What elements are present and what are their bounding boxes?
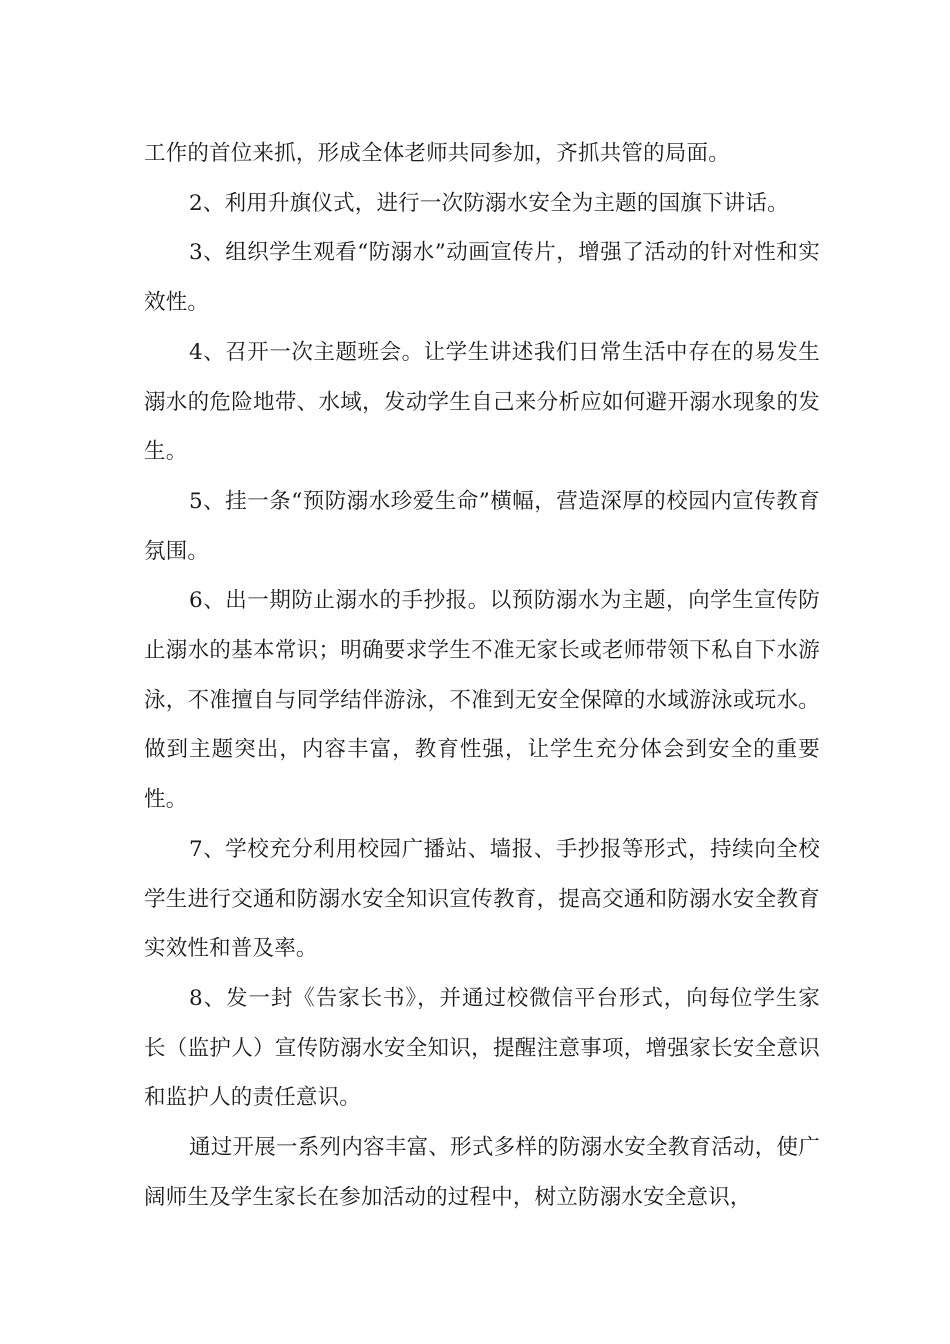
paragraph-item-5: 5、挂一条“预防溺水珍爱生命”横幅，营造深厚的校园内宣传教育氛围。 bbox=[144, 488, 820, 564]
paragraph-item-6: 6、出一期防止溺水的手抄报。以预防溺水为主题，向学生宣传防止溺水的基本常识；明确要求学生不准无家长或老师带领下私自下水游泳，不准擅自与同学结伴游泳，不准到无安全保障的水域游泳或玩水。做到主题突出，内容丰富，教育性强，让学生充分体会到安全的重要性。 bbox=[144, 588, 820, 813]
paragraph-item-2: 2、利用升旗仪式，进行一次防溺水安全为主题的国旗下讲话。 bbox=[189, 190, 789, 216]
paragraph-summary: 通过开展一系列内容丰富、形式多样的防溺水安全教育活动，使广阔师生及学生家长在参加活动的过程中，树立防溺水安全意识， bbox=[144, 1135, 820, 1210]
paragraph-item-7: 7、学校充分利用校园广播站、墙报、手抄报等形式，持续向全校学生进行交通和防溺水安全知识宣传教育，提高交通和防溺水安全教育实效性和普及率。 bbox=[144, 836, 820, 962]
paragraph-item-3: 3、组织学生观看“防溺水”动画宣传片，增强了活动的针对性和实效性。 bbox=[144, 240, 820, 316]
paragraph-continuation: 工作的首位来抓，形成全体老师共同参加，齐抓共管的局面。 bbox=[144, 141, 730, 166]
document-body bbox=[144, 129, 820, 1222]
paragraph-item-8: 8、发一封《告家长书》，并通过校微信平台形式，向每位学生家长（监护人）宣传防溺水安全知识，提醒注意事项，增强家长安全意识和监护人的责任意识。 bbox=[144, 985, 820, 1111]
paragraph-item-4: 4、召开一次主题班会。让学生讲述我们日常生活中存在的易发生溺水的危险地带、水域，发动学生自己来分析应如何避开溺水现象的发生。 bbox=[144, 339, 820, 465]
